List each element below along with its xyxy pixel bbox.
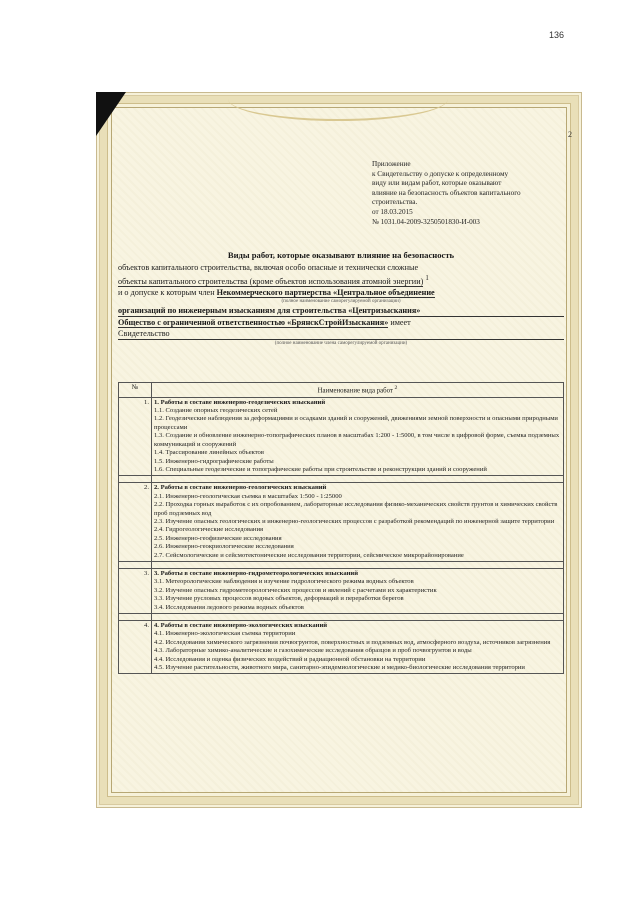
appendix-date: от 18.03.2015	[372, 207, 413, 216]
sheet-number: 2	[568, 130, 572, 139]
appendix-note	[372, 160, 572, 227]
table-row	[119, 621, 564, 674]
table-row	[119, 397, 564, 476]
column-header-number: №	[119, 383, 152, 398]
member-caption: (полное наименование члена саморегулируемой организации)	[274, 340, 408, 346]
column-header-name	[152, 383, 564, 398]
row-content	[152, 621, 564, 674]
table-spacer-row	[119, 614, 564, 621]
list-item: 2.2. Проходка горных выработок с их опробованием, лабораторные исследования физико-механических свойств грунтов и химических свойств проб подземных вод	[154, 501, 558, 517]
section-title: 1. Работы в составе инженерно-геодезических изысканий	[154, 398, 326, 406]
section-title: 2. Работы в составе инженерно-геологических изысканий	[154, 484, 327, 492]
list-item: 4.3. Лабораторные химико-аналитические и газохимические исследования образцов и проб почвогрунтов и воды	[154, 647, 472, 655]
footnote-ref: 1	[425, 275, 429, 282]
certificate-word: Свидетельство	[118, 328, 564, 340]
list-item: 2.7. Сейсмологические и сейсмотектонические исследования территории, сейсмическое микрорайонирование	[154, 551, 464, 559]
list-item: 2.4. Гидрогеологические исследования	[154, 526, 263, 534]
list-item: 2.5. Инженерно-геофизические исследования	[154, 534, 282, 542]
member-suffix: имеет	[390, 317, 411, 327]
intro-line	[118, 317, 564, 328]
footnote-ref: 2	[394, 385, 398, 391]
list-item: 1.2. Геодезические наблюдения за деформациями и осадками зданий и сооружений, движениями земной поверхности и опасными природными процессами	[154, 415, 558, 431]
table-spacer-row	[119, 561, 564, 568]
list-item: 3.1. Метеорологические наблюдения и изучение гидрологического режима водных объектов	[154, 578, 414, 586]
intro-line	[118, 287, 564, 298]
section-title: 3. Работы в составе инженерно-гидрометеорологических изысканий	[154, 569, 359, 577]
list-item: 3.3. Изучение русловых процессов водных объектов, деформаций и переработки берегов	[154, 595, 404, 603]
row-number: 1.	[119, 397, 152, 476]
table-spacer-row	[119, 476, 564, 483]
list-item: 1.5. Инженерно-гидрографические работы	[154, 457, 274, 465]
row-content	[152, 483, 564, 562]
list-item: 1.3. Создание и обновление инженерно-топографических планов в масштабах 1:200 - 1:5000, в том числе в цифровой форме, съемка подземных коммуникаций и сооружений	[154, 432, 560, 448]
intro-prefix: и о допуске к которым член	[118, 287, 215, 297]
page-number: 136	[548, 30, 564, 40]
works-table-container	[118, 382, 564, 674]
intro-block	[118, 262, 564, 347]
list-item: 2.3. Изучение опасных геологических и инженерно-геологических процессов с разработкой рекомендаций по инженерной защите территории	[154, 517, 555, 525]
intro-line	[118, 273, 564, 287]
row-number: 2.	[119, 483, 152, 562]
list-item: 2.6. Инженерно-геокриологические исследования	[154, 543, 294, 551]
list-item: 1.4. Трассирование линейных объектов	[154, 449, 264, 457]
corner-mark	[96, 92, 126, 136]
appendix-line: строительства.	[372, 198, 418, 207]
list-item: 4.2. Исследования химического загрязнения почвогрунтов, поверхностных и подземных вод, атмосферного воздуха, источников загрязнения	[154, 638, 551, 646]
intro-line: объектов капитального строительства, включая особо опасные и технически сложные	[118, 263, 419, 272]
list-item: 3.4. Исследования ледового режима водных объектов	[154, 603, 304, 611]
document-title: Виды работ, которые оказывают влияние на безопасность	[227, 250, 455, 260]
list-item: 4.1. Инженерно-экологическая съемка территории	[154, 630, 296, 638]
row-number: 3.	[119, 568, 152, 613]
appendix-line: Приложение	[372, 160, 411, 168]
list-item: 3.2. Изучение опасных гидрометеорологических процессов и явлений с расчетами их характеристик	[154, 586, 437, 594]
list-item: 1.1. Создание опорных геодезических сетей	[154, 407, 278, 415]
appendix-number: № 1031.04-2009-3250501830-И-003	[372, 217, 480, 226]
table-row	[119, 568, 564, 613]
intro-line-text: объекты капитального строительства (кроме объектов использования атомной энергии)	[118, 276, 424, 286]
appendix-line: влияние на безопасность объектов капитального	[372, 188, 521, 197]
sro-name-part2: организаций по инженерным изысканиям для строительства «Центризыскания»	[118, 305, 564, 317]
list-item: 1.6. Специальные геодезические и топографические работы при строительстве и реконструкции зданий и сооружений	[154, 465, 487, 473]
row-number: 4.	[119, 621, 152, 674]
list-item: 4.5. Изучение растительности, животного мира, санитарно-эпидемиологические и медико-биологические исследования территории	[154, 664, 525, 672]
table-header-row	[119, 383, 564, 398]
row-content	[152, 397, 564, 476]
column-header-name-text: Наименование вида работ	[317, 387, 393, 395]
section-title: 4. Работы в составе инженерно-экологических изысканий	[154, 622, 328, 630]
appendix-line: виду или видам работ, которые оказывают	[372, 179, 502, 188]
works-table	[118, 382, 564, 674]
list-item: 2.1. Инженерно-геологическая съемка в масштабах 1:500 - 1:25000	[154, 492, 342, 500]
row-content	[152, 568, 564, 613]
sro-caption: (полное наименование саморегулируемой организации)	[281, 298, 401, 304]
appendix-line: к Свидетельству о допуске к определенному	[372, 169, 509, 178]
sro-name-part1: Некоммерческого партнерства «Центральное объединение	[216, 287, 435, 297]
member-name: Общество с ограниченной ответственностью «БрянскСтройИзыскания»	[118, 317, 389, 327]
table-row	[119, 483, 564, 562]
list-item: 4.4. Исследования и оценка физических воздействий и радиационной обстановки на территории	[154, 655, 426, 663]
